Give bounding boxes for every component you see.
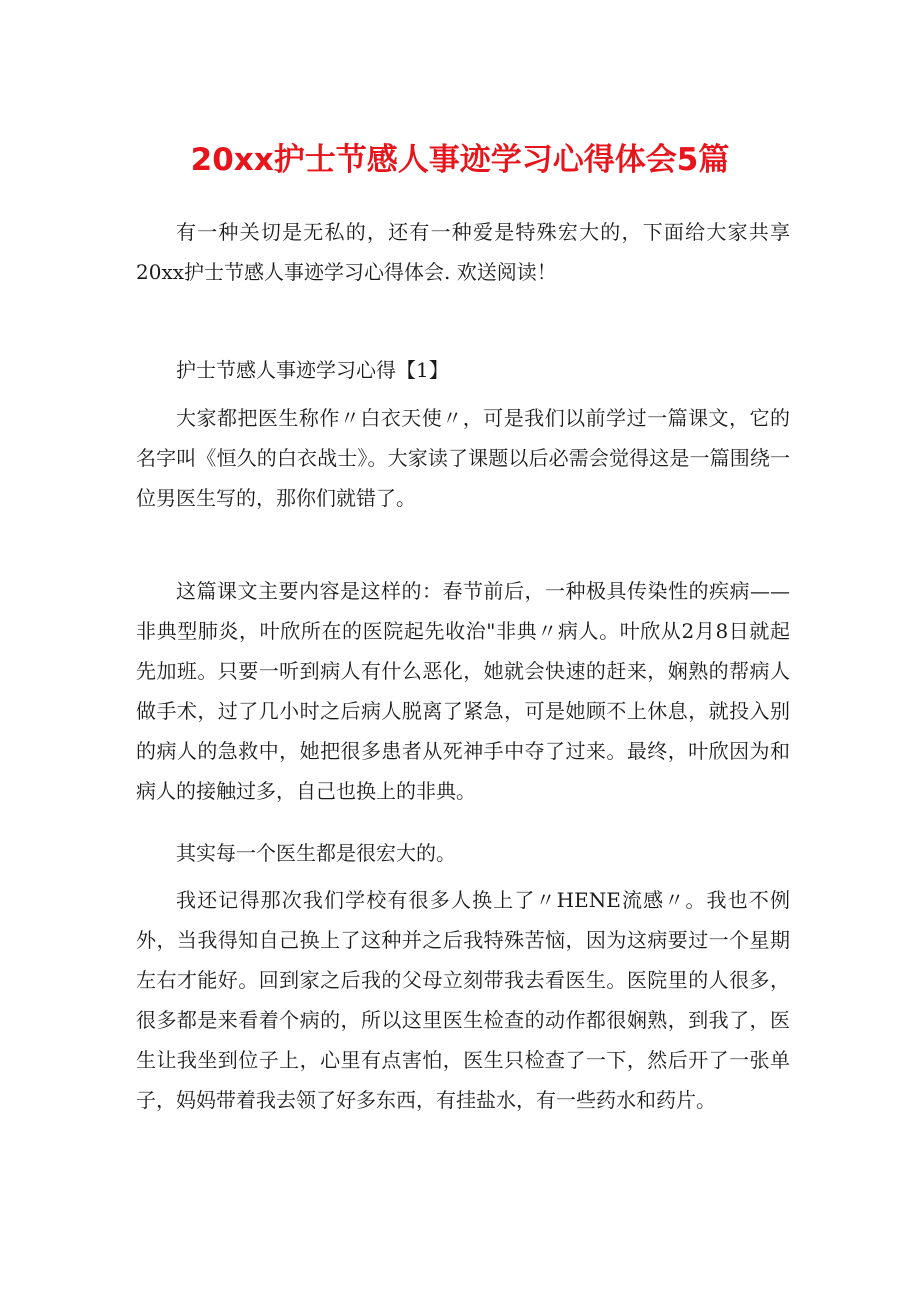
body-paragraph: 其实每一个医生都是很宏大的。 <box>176 841 456 865</box>
body-paragraph: 大家都把医生称作〃白衣天使〃，可是我们以前学过一篇课文，它的名字叫《恒久的白衣战士》。大家读了课题以后必需会觉得这是一篇围绕一位男医生写的，那你们就错了。 <box>136 406 790 510</box>
body-paragraph: 我还记得那次我们学校有很多人换上了〃HENE流感〃。我也不例外，当我得知自己换上了这种并之后我特殊苦恼，因为这病要过一个星期左右才能好。回到家之后我的父母立刻带我去看医生。医院里的人很多，很多都是来看着个病的，所以这里医生检查的动作都很娴熟，到我了，医生让我坐到位子上，心里有点害怕，医生只检查了一下，然后开了一张单子，妈妈带着我去领了好多东西，有挂盐水，有一些药水和药片。 <box>136 888 790 1112</box>
intro-paragraph: 有一种关切是无私的，还有一种爱是特殊宏大的，下面给大家共享20xx护士节感人事迹学习心得体会. 欢送阅读！ <box>136 220 790 284</box>
body-paragraph: 这篇课文主要内容是这样的：春节前后，一种极具传染性的疾病——非典型肺炎，叶欣所在的医院起先收治"非典〃病人。叶欣从2月8日就起先加班。只要一听到病人有什么恶化，她就会快速的赶来，娴熟的帮病人做手术，过了几小时之后病人脱离了紧急，可是她顾不上休息，就投入别的病人的急救中，她把很多患者从死神手中夺了过来。最终，叶欣因为和病人的接触过多，自己也换上的非典。 <box>136 579 790 803</box>
section-heading: 护士节感人事迹学习心得【1】 <box>176 358 449 382</box>
document-title: 20xx护士节感人事迹学习心得体会5篇 <box>190 142 730 178</box>
